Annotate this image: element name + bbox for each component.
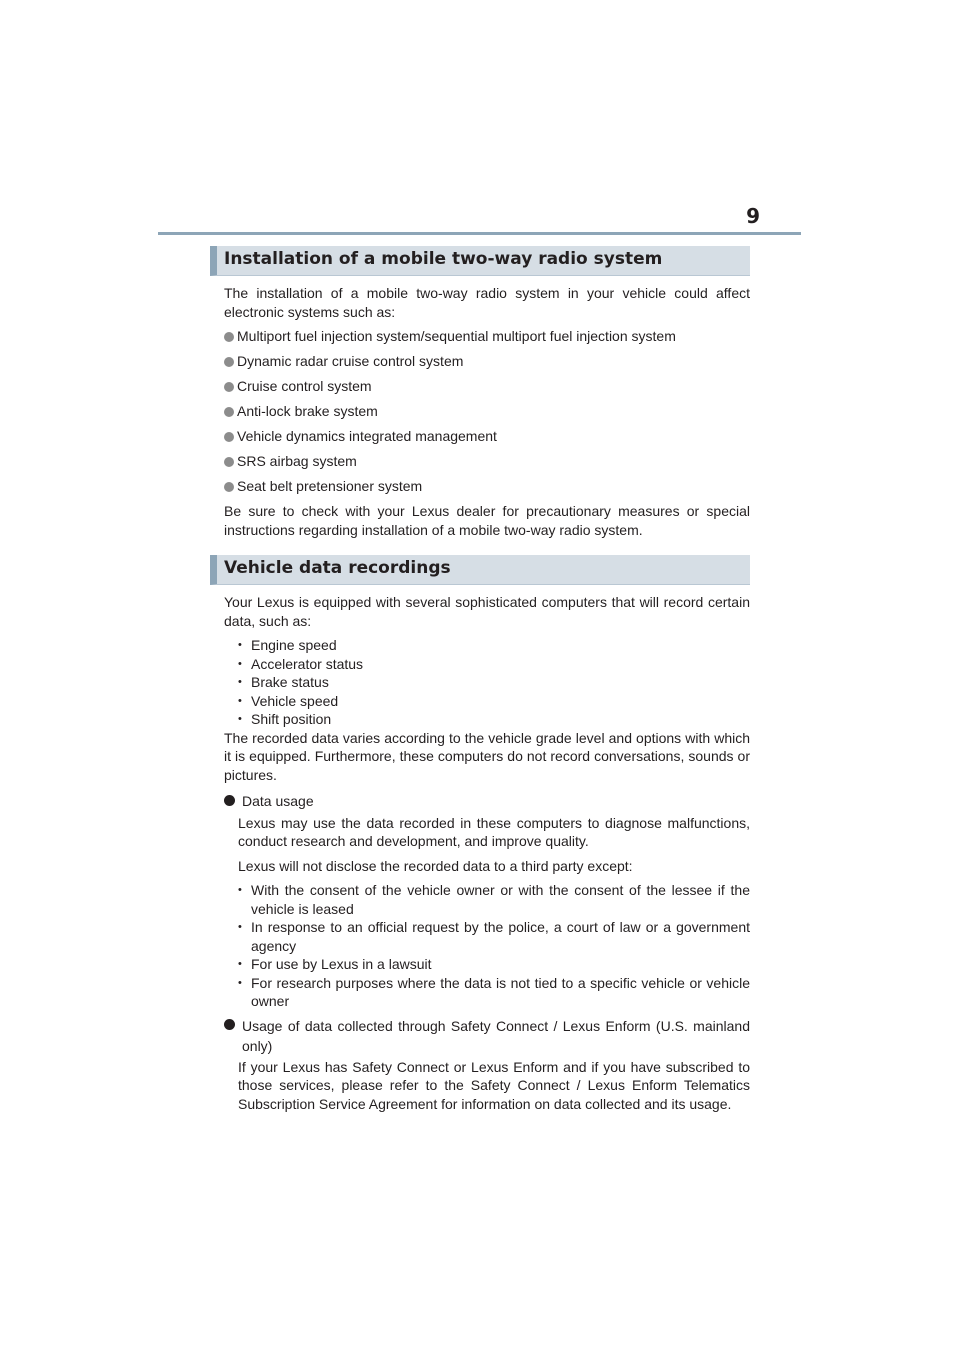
- list-item: • For research purposes where the data is not tied to a specific vehicle or vehicle owner: [210, 974, 750, 1011]
- bullet-icon: [224, 407, 234, 417]
- data-usage-p1: Lexus may use the data recorded in these computers to diagnose malfunctions, conduct research and development, and improve quality.: [238, 814, 750, 849]
- list-item: • Brake status: [210, 673, 750, 692]
- section-body-data: [210, 593, 750, 1113]
- list-item: • Vehicle speed: [210, 692, 750, 711]
- list-item-text: Vehicle dynamics integrated management: [237, 428, 497, 445]
- list-item: [210, 352, 750, 371]
- exceptions-list: [210, 881, 750, 1011]
- bullet-icon: [224, 332, 234, 342]
- affected-systems-list: [210, 327, 750, 496]
- data-usage-p2: Lexus will not disclose the recorded data to a third party except:: [238, 857, 633, 874]
- list-item-text: SRS airbag system: [237, 453, 357, 470]
- data-usage-heading: Data usage: [242, 793, 314, 809]
- list-item-text: Dynamic radar cruise control system: [237, 353, 464, 370]
- bullet-icon: [224, 457, 234, 467]
- page-number: 9: [746, 204, 760, 228]
- list-item: • In response to an official request by the police, a court of law or a government agency: [210, 918, 750, 955]
- section-title: Installation of a mobile two-way radio system: [224, 249, 663, 269]
- list-item: • For use by Lexus in a lawsuit: [210, 955, 750, 974]
- section-title: Vehicle data recordings: [224, 558, 451, 578]
- list-item: • With the consent of the vehicle owner or with the consent of the lessee if the vehicle is leased: [210, 881, 750, 918]
- recorded-note: The recorded data varies according to the vehicle grade level and options with which it is equipped. Furthermore, these computers do not record conversations, sounds or pictures.: [224, 729, 750, 783]
- bullet-icon: [224, 795, 235, 806]
- list-item-text: Anti-lock brake system: [237, 403, 378, 420]
- safety-connect-body: If your Lexus has Safety Connect or Lexus Enform and if you have subscribed to those services, please refer to the Safety Connect / Lexus Enform Telematics Subscription Service Agreement for information on data collected and its usage.: [238, 1058, 750, 1112]
- bullet-icon: [224, 1019, 235, 1030]
- list-item: [210, 427, 750, 446]
- safety-connect-item: [210, 1016, 750, 1056]
- bullet-icon: [224, 432, 234, 442]
- bullet-icon: [224, 357, 234, 367]
- data-usage-item: [210, 792, 750, 811]
- list-item-text: Cruise control system: [237, 378, 372, 395]
- bullet-icon: [224, 482, 234, 492]
- intro-paragraph: Your Lexus is equipped with several sophisticated computers that will record certain data, such as:: [224, 594, 750, 629]
- section-body-radio: [210, 284, 750, 539]
- bullet-icon: [224, 382, 234, 392]
- list-item-text: Seat belt pretensioner system: [237, 478, 423, 495]
- header-rule: [158, 232, 801, 235]
- recorded-data-list: [210, 636, 750, 729]
- list-item: [210, 327, 750, 346]
- list-item: [210, 402, 750, 421]
- safety-connect-heading: Usage of data collected through Safety Connect / Lexus Enform (U.S. mainland only): [242, 1017, 750, 1054]
- list-item: [210, 377, 750, 396]
- list-item-text: Multiport fuel injection system/sequential multiport fuel injection system: [237, 328, 676, 345]
- list-item: [210, 452, 750, 471]
- outro-paragraph: Be sure to check with your Lexus dealer for precautionary measures or special instructions regarding installation of a mobile two-way radio system.: [224, 503, 750, 538]
- section-header-radio: [210, 246, 750, 276]
- intro-paragraph: The installation of a mobile two-way radio system in your vehicle could affect electronic systems such as:: [224, 285, 750, 320]
- list-item: • Engine speed: [210, 636, 750, 655]
- list-item: • Shift position: [210, 710, 750, 729]
- list-item: [210, 477, 750, 496]
- list-item: • Accelerator status: [210, 655, 750, 674]
- section-header-data: [210, 555, 750, 585]
